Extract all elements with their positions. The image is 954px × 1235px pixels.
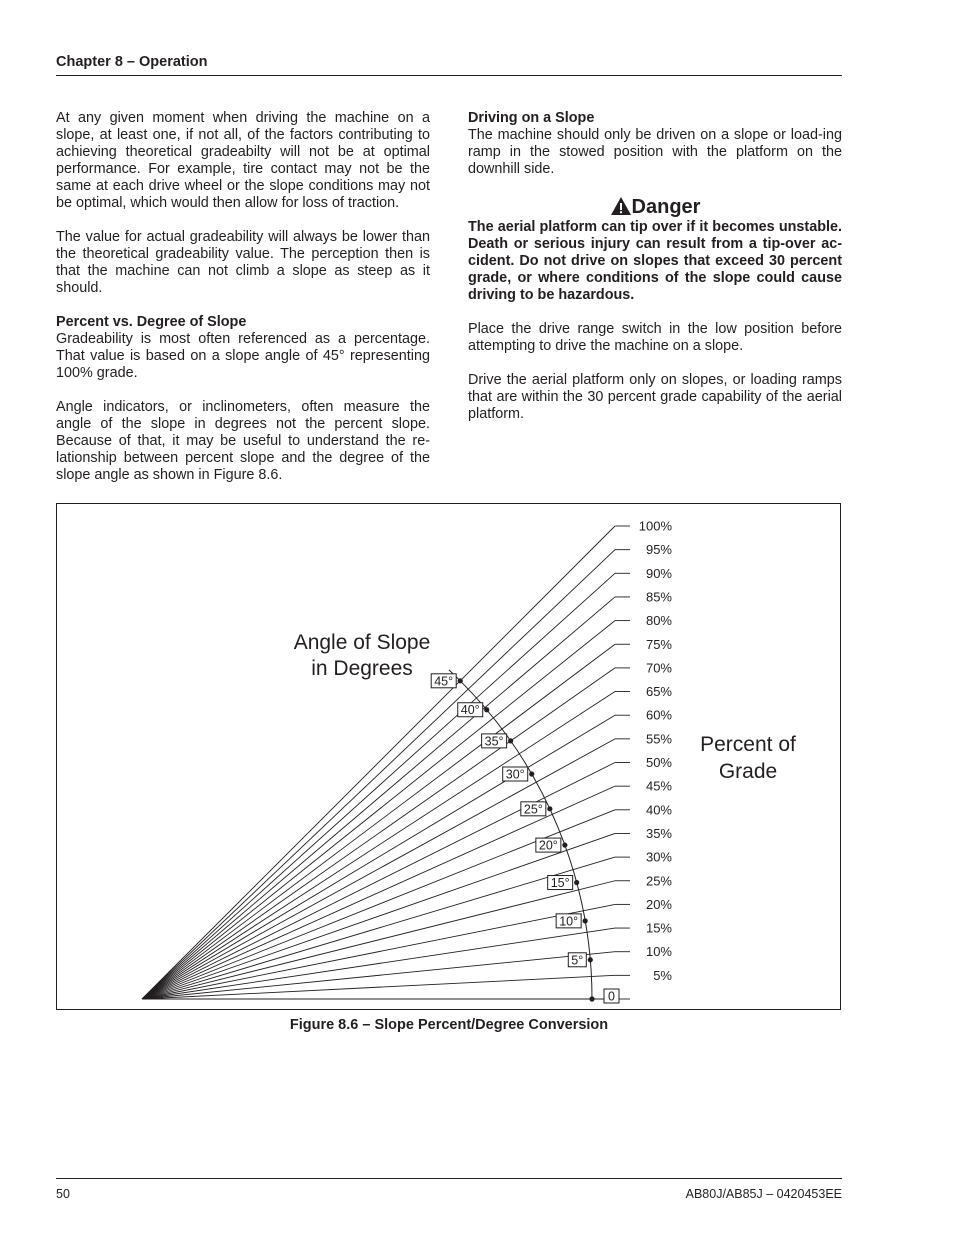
percent-label: 85% [645, 589, 672, 605]
percent-label: 35% [645, 825, 672, 841]
percent-label: 15% [645, 920, 672, 936]
grade-line [142, 786, 615, 999]
percent-label: 25% [645, 873, 672, 889]
percent-axis-title-line2: Grade [718, 760, 778, 783]
section-heading: Driving on a Slope [468, 110, 595, 126]
danger-text: The aerial platform can tip over if it becomes unstable. Death or serious injury can result from a tip-over ac-cident. Do not drive on slopes that exceed 30 percent grade, or where conditions of the slope could cause driving to be hazardous. [468, 219, 842, 303]
grade-line [142, 881, 615, 999]
degree-label: 30° [505, 767, 525, 782]
degree-label: 35° [484, 734, 504, 749]
header-rule [56, 75, 842, 76]
degree-axis-title-line1: Angle of Slope [293, 631, 431, 654]
grade-line [142, 739, 615, 999]
grade-line [142, 668, 615, 999]
paragraph: Gradeability is most often referenced as a percentage. That value is based on a slope angle of 45° representing 100% grade. [56, 331, 430, 381]
paragraph: Drive the aerial platform only on slopes, or loading ramps that are within the 30 percent grade capability of the aerial platform. [468, 372, 842, 422]
degree-label: 5° [571, 953, 584, 968]
percent-label: 45% [645, 778, 672, 794]
degree-label: 0 [608, 989, 615, 1004]
paragraph: The machine should only be driven on a slope or load-ing ramp in the stowed position with the platform on the downhill side. [468, 127, 842, 177]
chapter-header: Chapter 8 – Operation [56, 54, 208, 70]
percent-label: 55% [645, 731, 672, 747]
grade-line [142, 550, 615, 999]
danger-heading [468, 195, 842, 219]
paragraph: Place the drive range switch in the low position before attempting to drive the machine on a slope. [468, 321, 842, 354]
footer-rule [56, 1178, 842, 1179]
degree-marker [508, 738, 513, 743]
figure-box [56, 503, 841, 1010]
warning-triangle-icon [610, 196, 632, 216]
degree-marker [458, 678, 463, 683]
degree-axis-title-line2: in Degrees [311, 657, 413, 680]
danger-title: Danger [631, 196, 701, 218]
degree-label: 25° [523, 802, 543, 817]
section-heading: Percent vs. Degree of Slope [56, 314, 247, 330]
grade-line [142, 952, 615, 999]
percent-label: 50% [645, 755, 672, 770]
percent-label: 65% [645, 684, 672, 700]
degree-marker [588, 957, 593, 962]
grade-line [142, 833, 615, 999]
degree-marker [589, 996, 594, 1001]
grade-line [142, 715, 615, 999]
left-column [56, 110, 430, 501]
degree-marker [547, 806, 552, 811]
percent-label: 80% [645, 613, 672, 629]
percent-label: 95% [645, 542, 672, 558]
percent-label: 40% [645, 802, 672, 818]
percent-label: 100% [638, 518, 672, 534]
degree-label: 15° [550, 876, 570, 891]
percent-label: 70% [645, 660, 672, 676]
percent-label: 10% [645, 944, 672, 960]
degree-label: 40° [460, 703, 480, 718]
paragraph: Angle indicators, or inclinometers, often measure the angle of the slope in degrees not the percent slope. Because of that, it may be useful to understand the re-lationship between percent slope and the degree of the slope angle as shown in Figure 8.6. [56, 399, 430, 483]
percent-axis-title-line1: Percent of [700, 733, 796, 756]
grade-line [142, 644, 615, 999]
percent-label: 5% [653, 967, 672, 983]
degree-label: 10° [559, 914, 579, 929]
degree-marker [484, 707, 489, 712]
percent-label: 30% [645, 849, 672, 865]
grade-line [142, 975, 615, 999]
document-id: AB80J/AB85J – 0420453EE [685, 1187, 842, 1201]
degree-label: 45° [434, 674, 454, 689]
paragraph: The value for actual gradeability will always be lower than the theoretical gradeability value. The perception then is that the machine can not climb a slope as steep as it should. [56, 229, 430, 296]
figure-caption: Figure 8.6 – Slope Percent/Degree Conversion [289, 1017, 609, 1033]
grade-line [142, 904, 615, 999]
paragraph: At any given moment when driving the machine on a slope, at least one, if not all, of the factors contributing to achieving theoretical gradeabilty will not be at optimal performance. For example, tire contact may not be the same at each drive wheel or the slope conditions may not be optimal, which would then allow for loss of traction. [56, 110, 430, 211]
percent-label: 20% [645, 896, 672, 912]
right-column [468, 110, 842, 440]
degree-marker [574, 880, 579, 885]
degree-label: 20° [538, 838, 558, 853]
percent-label: 90% [645, 565, 672, 581]
page-number: 50 [56, 1187, 70, 1201]
percent-label: 60% [645, 707, 672, 723]
degree-marker [562, 842, 567, 847]
percent-label: 75% [645, 636, 672, 652]
degree-marker [529, 771, 534, 776]
degree-marker [583, 918, 588, 923]
slope-conversion-diagram [57, 504, 840, 1009]
